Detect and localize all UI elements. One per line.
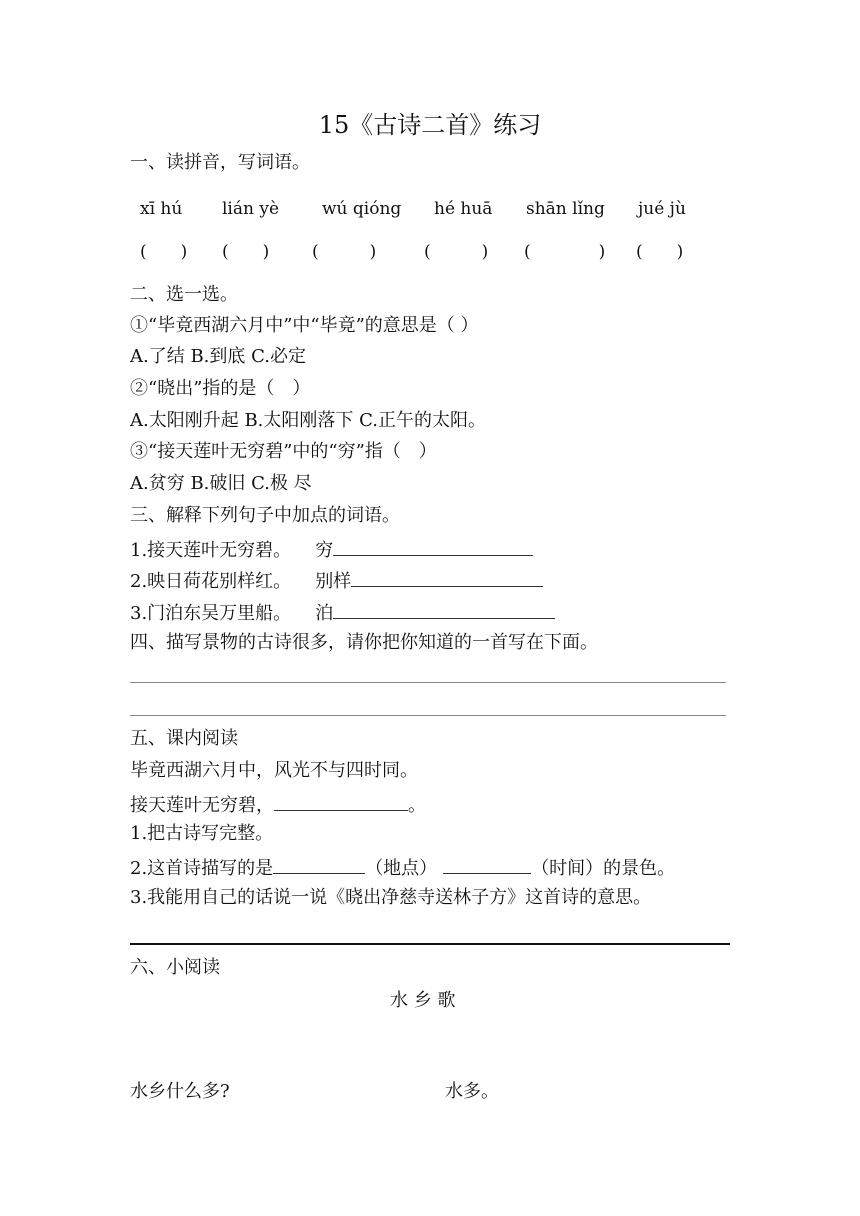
writing-line-2[interactable] <box>130 715 726 716</box>
poem-line-1: 毕竟西湖六月中，风光不与四时同。 <box>130 760 418 781</box>
question-3-options: A.贫穷 B.破旧 C.极 尽 <box>130 473 312 494</box>
explain-word: 泊 <box>315 603 334 624</box>
pinyin-2: lián yè <box>222 199 280 219</box>
explain-item-2 <box>130 568 543 593</box>
section-divider <box>130 943 730 945</box>
answer-bracket-1[interactable]: ( ) <box>140 242 188 262</box>
answer-line[interactable] <box>333 537 533 556</box>
explain-sentence: 1.接天莲叶无穷碧。 <box>130 540 292 561</box>
pinyin-3: wú qióng <box>322 199 402 219</box>
pinyin-6: jué jù <box>638 199 686 219</box>
section-6-heading: 六、小阅读 <box>130 957 220 978</box>
explain-sentence: 2.映日荷花别样红。 <box>130 571 292 592</box>
explain-sentence: 3.门泊东吴万里船。 <box>130 603 292 624</box>
section-3-heading: 三、解释下列句子中加点的词语。 <box>130 505 400 526</box>
question-2: ②“晓出”指的是（ ） <box>130 378 311 399</box>
reading-q1: 1.把古诗写完整。 <box>130 823 274 844</box>
explain-item-3 <box>130 600 555 625</box>
page-title: 15《古诗二首》练习 <box>318 111 542 139</box>
reading-q2: 2.这首诗描写的是 （地点） （时间）的景色。 <box>130 855 675 880</box>
explain-word: 穷 <box>315 540 334 561</box>
answer-bracket-2[interactable]: ( ) <box>222 242 270 262</box>
time-blank[interactable] <box>443 855 531 874</box>
section-4-heading: 四、描写景物的古诗很多，请你把你知道的一首写在下面。 <box>130 632 598 653</box>
section-2-heading: 二、选一选。 <box>130 284 238 305</box>
poem-question: 水乡什么多? <box>130 1081 230 1102</box>
answer-line[interactable] <box>333 600 555 619</box>
explain-item-1 <box>130 537 533 562</box>
answer-bracket-3[interactable]: ( ) <box>312 242 377 262</box>
poem-line-2: 接天莲叶无穷碧， 。 <box>130 792 426 817</box>
question-3: ③“接天莲叶无穷碧”中的“穷”指（ ） <box>130 441 437 462</box>
poem-blank[interactable] <box>274 792 408 811</box>
writing-line-1[interactable] <box>130 682 726 683</box>
answer-bracket-6[interactable]: ( ) <box>636 242 684 262</box>
question-2-options: A.太阳刚升起 B.太阳刚落下 C.正午的太阳。 <box>130 410 486 431</box>
pinyin-1: xī hú <box>140 199 183 219</box>
poem-title: 水 乡 歌 <box>390 990 456 1011</box>
pinyin-4: hé huā <box>434 199 493 219</box>
question-1: ①“毕竟西湖六月中”中“毕竟”的意思是（ ） <box>130 315 479 336</box>
section-1-heading: 一、读拼音，写词语。 <box>130 152 310 173</box>
poem-answer: 水多。 <box>445 1081 499 1102</box>
question-1-options: A.了结 B.到底 C.必定 <box>130 346 306 367</box>
section-5-heading: 五、课内阅读 <box>130 728 238 749</box>
answer-bracket-5[interactable]: ( ) <box>524 242 606 262</box>
reading-q3: 3.我能用自己的话说一说《晓出净慈寺送林子方》这首诗的意思。 <box>130 887 652 908</box>
place-blank[interactable] <box>273 855 365 874</box>
pinyin-5: shān lǐng <box>526 199 605 219</box>
answer-line[interactable] <box>351 568 543 587</box>
answer-bracket-4[interactable]: ( ) <box>424 242 489 262</box>
explain-word: 别样 <box>315 571 352 592</box>
